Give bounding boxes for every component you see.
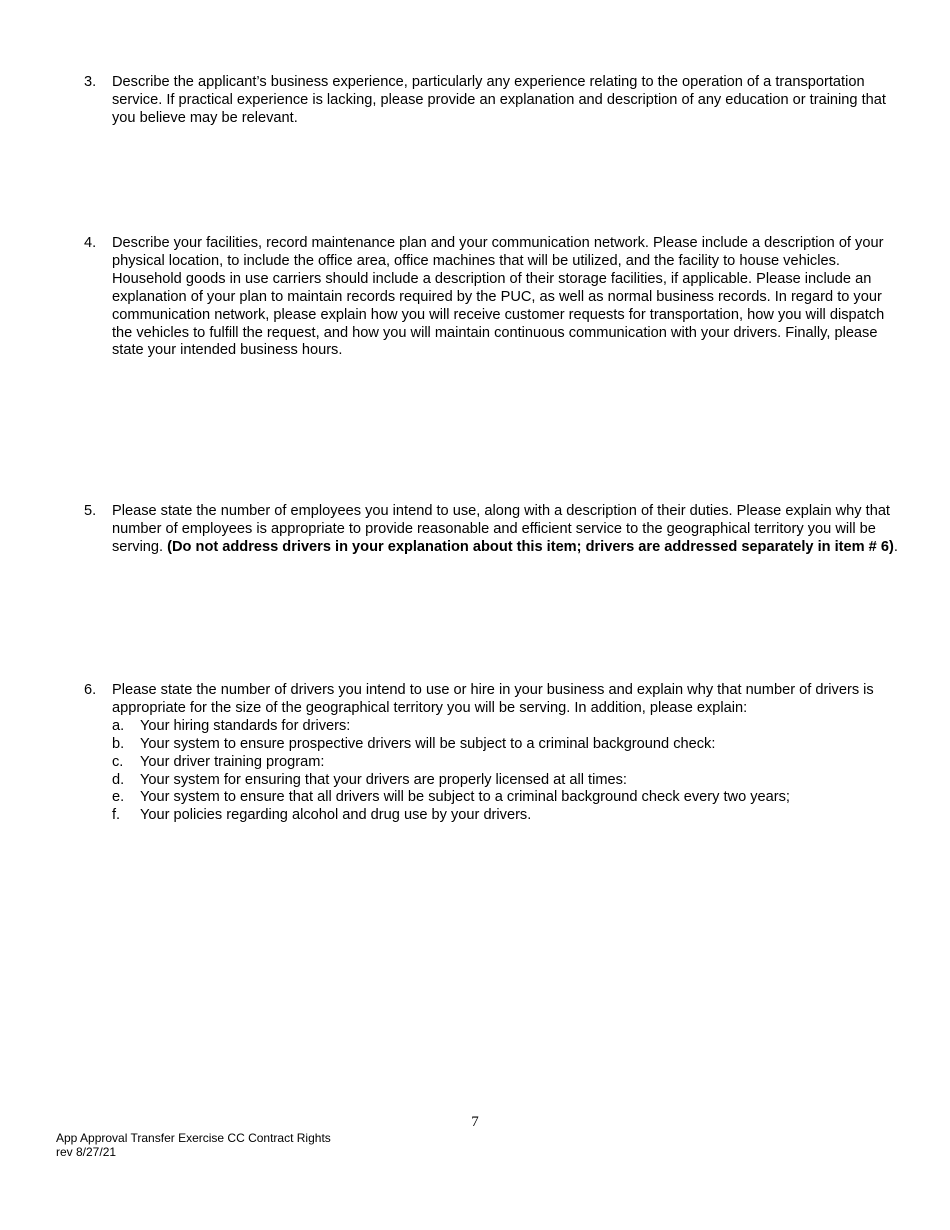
subitem-text: Your driver training program:	[140, 753, 325, 770]
subitem-b	[112, 736, 904, 754]
subitem-list	[112, 718, 904, 825]
subitem-letter: d.	[112, 771, 125, 788]
page-number: 7	[471, 1114, 479, 1130]
question-number: 3.	[84, 74, 97, 90]
question-4	[84, 235, 904, 360]
page-footer	[56, 1131, 331, 1159]
subitem-text: Your system to ensure that all drivers will be subject to a criminal background check every two years;	[140, 789, 790, 806]
question-6	[84, 682, 904, 825]
subitem-letter: b.	[112, 735, 125, 752]
subitem-c	[112, 754, 904, 772]
question-text: Describe the applicant’s business experience, particularly any experience relating to the operation of a transportation service. If practical experience is lacking, please provide an explanation and description of any education or training that you believe may be relevant.	[112, 74, 886, 126]
subitem-text: Your hiring standards for drivers:	[140, 717, 351, 734]
subitem-letter: c.	[112, 753, 124, 770]
question-text: Please state the number of employees you intend to use, along with a description of their duties. Please explain why that number of employees is appropriate to provide reasonable and efficient service to the geographical territory you will be serving.	[112, 503, 890, 555]
question-number: 6.	[84, 682, 97, 698]
footer-document-title: App Approval Transfer Exercise CC Contract Rights	[56, 1131, 331, 1145]
subitem-d	[112, 772, 904, 790]
question-number: 5.	[84, 503, 97, 519]
question-text: Please state the number of drivers you intend to use or hire in your business and explain why that number of drivers is appropriate for the size of the geographical territory you will be serving. In addition, please explain:	[112, 682, 874, 716]
subitem-a	[112, 718, 904, 736]
question-number: 4.	[84, 235, 97, 251]
question-bold-note: (Do not address drivers in your explanation about this item; drivers are addressed separately in item # 6)	[167, 538, 894, 555]
subitem-text: Your system to ensure prospective drivers will be subject to a criminal background check:	[140, 735, 716, 752]
subitem-text: Your policies regarding alcohol and drug use by your drivers.	[140, 807, 532, 824]
subitem-letter: a.	[112, 717, 125, 734]
question-body	[112, 503, 904, 557]
subitem-e	[112, 789, 904, 807]
footer-revision: rev 8/27/21	[56, 1145, 117, 1159]
subitem-letter: f.	[112, 807, 121, 824]
question-tail: .	[893, 538, 898, 555]
question-5	[84, 503, 904, 557]
subitem-f	[112, 807, 904, 825]
subitem-letter: e.	[112, 789, 125, 806]
question-text: Describe your facilities, record maintenance plan and your communication network. Please include a description of your physical location, to include the office area, office machines that will be utilized, and the facility to house vehicles. Household goods in use carriers should include a description of their storage facilities, if applicable. Please include an explanation of your plan to maintain records required by the PUC, as well as normal business records. In regard to your communication network, please explain how you will receive customer requests for transportation, how you will dispatch the vehicles to fulfill the request, and how you will maintain continuous communication with your drivers. Finally, please state your intended business hours.	[112, 235, 885, 359]
question-3	[84, 74, 904, 128]
subitem-text: Your system for ensuring that your drivers are properly licensed at all times:	[140, 771, 627, 788]
